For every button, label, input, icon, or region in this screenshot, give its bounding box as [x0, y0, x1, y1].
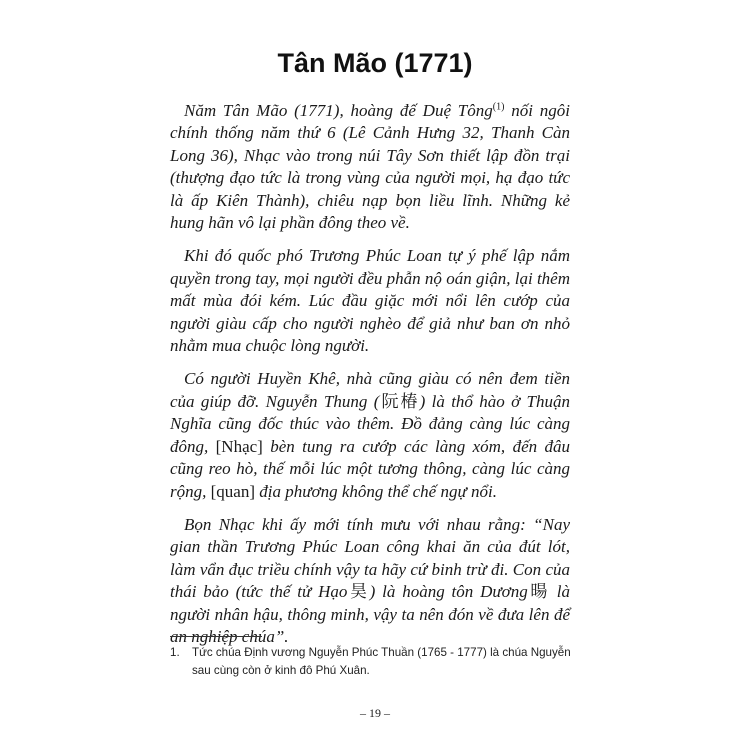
footnote: [170, 644, 572, 679]
body-text: [170, 100, 570, 659]
paragraph-4-text-a: Bọn Nhạc khi ấy mới tính mưu với nhau rằng: “Nay gian thần Trương Phúc Loan công khai ăn của đút lót, làm vẩn đục triều chính vậy ta hãy cứ binh trừ đi. Con của thái bảo (tức thế tử Hạo: [170, 514, 570, 602]
han-character: 昊: [347, 582, 370, 602]
han-character: 暘: [527, 582, 550, 602]
paragraph-3-text-c: bèn tung ra cướp các làng xóm, đến đâu cũng reo hò, thế mỗi lúc một tương thông, càng lúc càng rộng,: [170, 436, 570, 501]
paragraph-3-text-d: địa phương không thể chế ngự nổi.: [255, 481, 497, 501]
paragraph-3-text-b: ) là thổ hào ở Thuận Nghĩa cũng đốc thúc vào thêm. Đồ đảng càng lúc càng đông,: [170, 391, 570, 456]
han-characters: 阮椿: [379, 391, 420, 411]
paragraph-4-text-c: là người nhân hậu, thông minh, vậy ta nên đón về đưa lên để an nghiệp chúa”.: [170, 582, 571, 646]
paragraph-3: [170, 368, 570, 502]
paragraph-4-text-b: ) là hoàng tôn Dương: [369, 582, 528, 602]
footnote-number: 1.: [170, 646, 180, 659]
page-title: Tân Mão (1771): [277, 48, 473, 78]
paragraph-4: [170, 514, 570, 648]
page-number: – 19 –: [360, 706, 390, 720]
paragraph-1-text-b: nối ngôi chính thống năm thứ 6 (Lê Cảnh Hưng 32, Thanh Càn Long 36), Nhạc vào trong núi Tây Sơn thiết lập đồn trại (thượng đạo tức là trong vùng của người mọi, hạ đạo tức là ấp Kiên Thành), chiêu nạp bọn liều lĩnh. Những kẻ hung hãn vô lại phần đông theo về.: [170, 101, 570, 233]
footnote-text: Tức chúa Định vương Nguyễn Phúc Thuần (1765 - 1777) là chúa Nguyễn sau cùng còn ở kinh đô Phú Xuân.: [192, 646, 571, 677]
bracketed-insertion: [quan]: [210, 481, 255, 501]
paragraph-1-text-a: Năm Tân Mão (1771), hoàng đế Duệ Tông: [184, 101, 493, 120]
paragraph-3-text-a: Có người Huyền Khê, nhà cũng giàu có nên đem tiền của giúp đỡ. Nguyễn Thung (: [170, 369, 570, 411]
bracketed-insertion: [Nhạc]: [215, 436, 263, 456]
footnote-ref: (1): [492, 101, 505, 113]
paragraph-2: Khi đó quốc phó Trương Phúc Loan tự ý phế lập nắm quyền trong tay, mọi người đều phẫn nộ oán giận, lại thêm mất mùa đói kém. Lúc đầu giặc mới nổi lên cướp của người giàu cấp cho người nghèo để giả như ban ơn nhỏ nhằm mua chuộc lòng người.: [170, 246, 570, 356]
footnote-divider: [170, 636, 262, 637]
paragraph-1: [170, 100, 570, 234]
